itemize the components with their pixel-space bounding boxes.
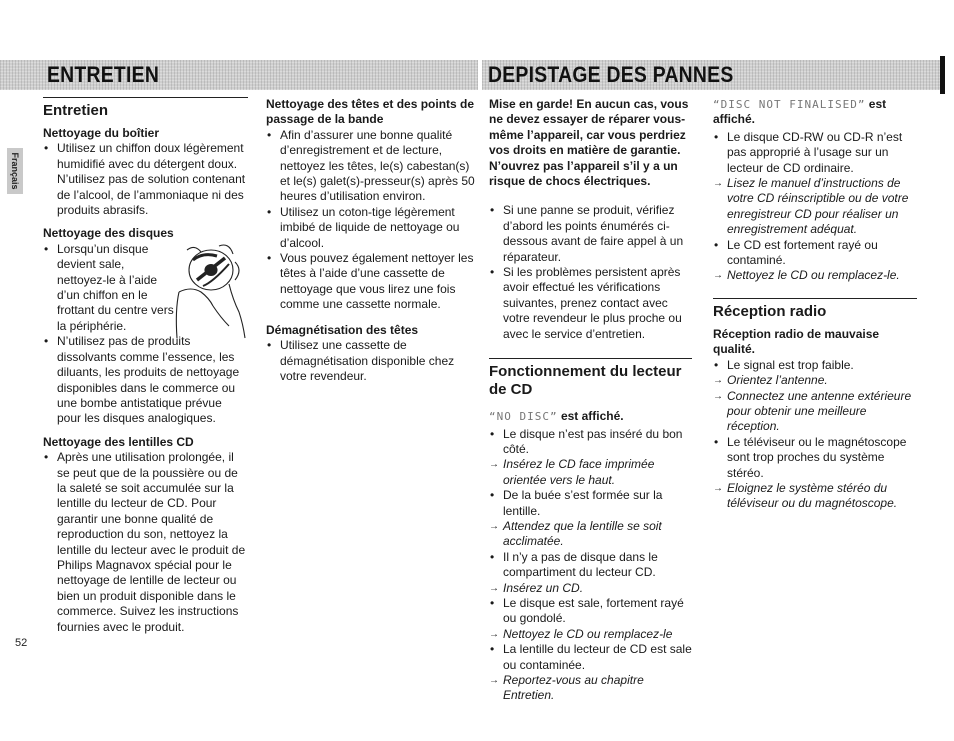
list-item: • Lorsqu’un disque devient sale, nettoyez-le à l’aide d’un chiffon en le frottant du centre vers la périphérie.	[43, 242, 248, 334]
remedy-item: → Eloignez le système stéréo du téléviseur ou du magnétoscope.	[713, 481, 917, 512]
remedy-item: → Orientez l’antenne.	[713, 373, 917, 388]
language-tab: Français	[7, 148, 23, 194]
list-item: • Afin d’assurer une bonne qualité d’enregistrement et de lecture, nettoyez les têtes, le(s) cabestan(s) et le(s) galet(s)-presseur(s) après 50 heures d’utilisation environ.	[266, 128, 476, 205]
subheading-lentilles: Nettoyage des lentilles CD	[43, 434, 194, 449]
divider	[489, 358, 692, 359]
problem-item: • Le disque est sale, fortement rayé ou gondolé.	[489, 596, 695, 627]
problem-item: • De la buée s’est formée sur la lentille.	[489, 488, 695, 519]
problem-item: • Le signal est trop faible.	[713, 358, 917, 373]
heading-reception-radio: Réception radio	[713, 302, 827, 320]
display-notice: “DISC NOT FINALISED” est affiché.	[713, 97, 887, 127]
remedy-item: → Nettoyez le CD ou remplacez-le	[489, 627, 695, 642]
remedy-item: → Insérez le CD face imprimée orientée vers le haut.	[489, 457, 695, 488]
list-item: • Si les problèmes persistent après avoir effectué les vérifications suivantes, prenez contact avec votre revendeur le plus proche ou avec le service d’entretien.	[489, 265, 695, 342]
problem-item: • Le disque CD-RW ou CD-R n’est pas approprié à l’usage sur un lecteur de CD ordinaire.	[713, 130, 917, 176]
list-item: • Vous pouvez également nettoyer les têtes à l’aide d’une cassette de nettoyage que vous lirez une fois comme une cassette normale.	[266, 251, 476, 313]
header-edge-bar	[940, 56, 945, 94]
column-depistage-suite	[713, 97, 917, 512]
remedy-item: → Nettoyez le CD ou remplacez-le.	[713, 268, 917, 283]
display-notice: “NO DISC” est affiché.	[489, 409, 624, 424]
warning-text: Mise en garde! En aucun cas, vous ne devez essayer de réparer vous-même l’appareil, car vous perdriez vos droits en matière de garantie. N’ouvrez pas l’appareil s’il y a un risque de chocs électriques.	[489, 97, 689, 189]
list-item: • Utilisez un coton-tige légèrement imbibé de liquide de nettoyage ou d’alcool.	[266, 205, 476, 251]
problem-item: • Le disque n’est pas inséré du bon côté.	[489, 427, 695, 458]
column-depistage	[489, 97, 695, 704]
list-item: • Utilisez un chiffon doux légèrement humidifié avec du détergent doux. N’utilisez pas de solution contenant de l’alcool, de l’ammoniaque ni des produits abrasifs.	[43, 141, 248, 218]
divider	[713, 298, 917, 299]
problem-item: • Le CD est fortement rayé ou contaminé.	[713, 238, 917, 269]
list-item: • Après une utilisation prolongée, il se peut que de la poussière ou de la saleté se soit accumulée sur la lentille du lecteur de CD. Pour garantir une bonne qualité de reproduction du son, nettoyez la lentille du lecteur avec le produit de Philips Magnavox spécial pour le nettoyage de lentille de lecteur ou bien un produit disponible dans le commerce. Suivez les instructions fournies avec le produit.	[43, 450, 248, 635]
subheading-tetes: Nettoyage des têtes et des points de passage de la bande	[266, 97, 475, 127]
display-readout: “NO DISC”	[489, 410, 558, 424]
subheading-reception: Réception radio de mauvaise qualité.	[713, 326, 880, 357]
problem-item: • Il n’y a pas de disque dans le compartiment du lecteur CD.	[489, 550, 695, 581]
problem-item: • La lentille du lecteur de CD est sale ou contaminée.	[489, 642, 695, 673]
remedy-item: → Insérez un CD.	[489, 581, 695, 596]
remedy-item: → Lisez le manuel d’instructions de votre CD réinscriptible ou de votre enregistreur CD pour réaliser un enregistrement adéquat.	[713, 176, 917, 238]
remedy-item: → Attendez que la lentille se soit acclimatée.	[489, 519, 695, 550]
column-entretien	[43, 97, 248, 635]
column-tetes	[266, 97, 476, 384]
problem-item: • Le téléviseur ou le magnétoscope sont trop proches du système stéréo.	[713, 435, 917, 481]
subheading-boitier: Nettoyage du boîtier	[43, 126, 160, 140]
list-item: • Si une panne se produit, vérifiez d’abord les points énumérés ci-dessous avant de faire appel à un réparateur.	[489, 203, 695, 265]
section-title-depistage: DEPISTAGE DES PANNES	[488, 62, 734, 87]
remedy-item: → Connectez une antenne extérieure pour obtenir une meilleure réception.	[713, 389, 917, 435]
heading-entretien: Entretien	[43, 102, 109, 119]
subheading-demagnetisation: Démagnétisation des têtes	[266, 322, 419, 337]
divider	[43, 97, 248, 98]
page-number: 52	[15, 637, 28, 649]
section-title-entretien: ENTRETIEN	[47, 62, 160, 87]
list-item: • Utilisez une cassette de démagnétisation disponible chez votre revendeur.	[266, 338, 476, 384]
display-readout: “DISC NOT FINALISED”	[713, 98, 866, 111]
heading-lecteur-cd: Fonctionnement du lecteur de CD	[489, 363, 682, 399]
remedy-item: → Reportez-vous au chapitre Entretien.	[489, 673, 695, 704]
subheading-disques: Nettoyage des disques	[43, 226, 174, 241]
list-item: • N’utilisez pas de produits dissolvants comme l’essence, les diluants, les produits de nettoyage disponibles dans le commerce ou une bombe antistatique prévue pour les disques analogiques.	[43, 334, 248, 426]
